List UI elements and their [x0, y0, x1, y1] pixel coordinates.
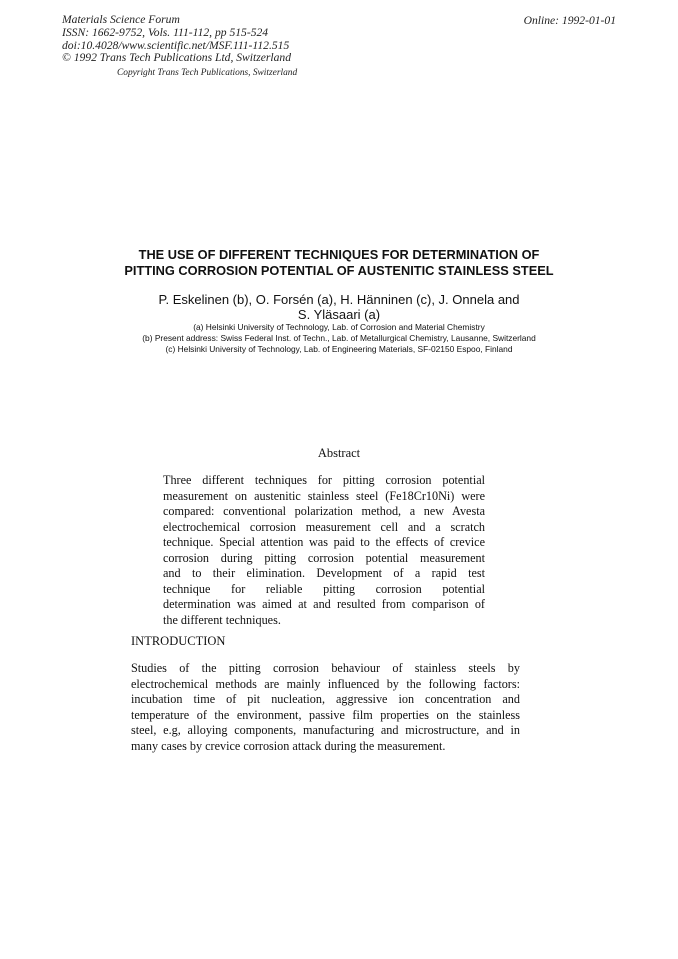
abstract-line: determination was aimed at and resulted from comparison of — [163, 597, 485, 611]
copyright-line: Copyright Trans Tech Publications, Switzerland — [117, 68, 298, 78]
online-date: Online: 1992-01-01 — [523, 14, 616, 27]
abstract-line: compared: conventional polarization method, a new Avesta — [163, 504, 485, 518]
abstract-line: electrochemical corrosion measurement cell and a scratch — [163, 519, 485, 534]
doi-link[interactable]: doi:10.4028/www.scientific.net/MSF.111-112.515 — [62, 38, 290, 52]
abstract-line: technique. Special attention was paid to the effects of crevice — [163, 535, 485, 549]
abstract-body — [163, 473, 485, 628]
abstract-line: measurement on austenitic stainless steel (Fe18Cr10Ni) were — [163, 488, 485, 503]
author-line: P. Eskelinen (b), O. Forsén (a), H. Hänninen (c), J. Onnela and — [158, 292, 520, 307]
journal-name: Materials Science Forum — [62, 13, 180, 26]
intro-line: steel, e.g, alloying components, manufacturing and microstructure, and in — [131, 723, 520, 737]
author-line: S. Yläsaari (a) — [297, 307, 381, 322]
abstract-line: technique for reliable pitting corrosion potential — [163, 581, 485, 596]
affiliation-line: (c) Helsinki University of Technology, Lab. of Engineering Materials, SF-02150 Espoo, Finland — [165, 344, 513, 355]
affiliation-line: (a) Helsinki University of Technology, Lab. of Corrosion and Material Chemistry — [193, 322, 485, 332]
affiliation-line: (b) Present address: Swiss Federal Inst. of Techn., Lab. of Metallurgical Chemistry, Lausanne, Switzerland — [142, 333, 536, 344]
rights-line: © 1992 Trans Tech Publications Ltd, Switzerland — [62, 51, 292, 65]
intro-line: Studies of the pitting corrosion behaviour of stainless steels by — [131, 661, 520, 675]
introduction-body — [131, 661, 520, 754]
intro-line: electrochemical methods are mainly influenced by the following factors: — [131, 676, 520, 691]
title-line: PITTING CORROSION POTENTIAL OF AUSTENITIC STAINLESS STEEL — [124, 263, 554, 278]
title-line: THE USE OF DIFFERENT TECHNIQUES FOR DETERMINATION OF — [138, 247, 540, 262]
author-list — [0, 292, 678, 322]
issn-line: ISSN: 1662-9752, Vols. 111-112, pp 515-524 — [62, 25, 269, 39]
paper-title — [0, 247, 678, 279]
intro-line: temperature of the environment, passive film properties on the stainless — [131, 707, 520, 722]
abstract-line: corrosion during pitting corrosion potential measurement — [163, 550, 485, 565]
affiliations — [0, 322, 678, 356]
introduction-heading: INTRODUCTION — [131, 634, 226, 648]
intro-line: many cases by crevice corrosion attack during the measurement. — [131, 738, 446, 753]
abstract-line: and to their elimination. Development of a rapid test — [163, 566, 485, 580]
abstract-heading: Abstract — [317, 446, 361, 460]
abstract-line: Three different techniques for pitting corrosion potential — [163, 473, 485, 487]
citation-header — [62, 14, 291, 65]
abstract-line: the different techniques. — [163, 612, 281, 627]
intro-line: incubation time of pit nucleation, aggressive ion concentration and — [131, 692, 520, 706]
